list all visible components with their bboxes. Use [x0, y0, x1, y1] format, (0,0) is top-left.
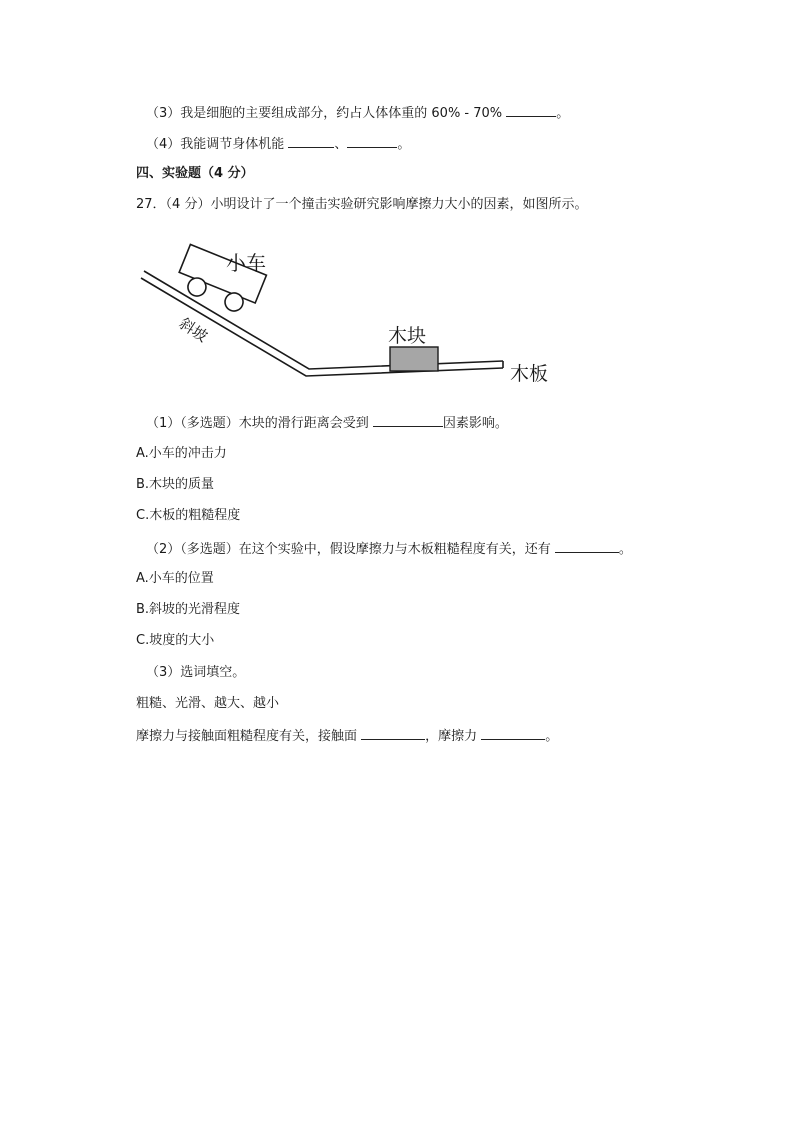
- option-c[interactable]: C.坡度的大小: [136, 633, 215, 648]
- question-27-stem: 27．（4 分）小明设计了一个撞击实验研究影响摩擦力大小的因素，如图所示。: [136, 197, 588, 212]
- sub-question-3-sentence: [136, 726, 558, 746]
- sub-question-1-end: 因素影响。: [442, 416, 508, 431]
- answer-blank[interactable]: [555, 539, 619, 553]
- answer-blank[interactable]: [288, 134, 334, 148]
- question-4-text: （4）我能调节身体机能: [146, 137, 289, 152]
- question-4-end: 。: [397, 137, 411, 152]
- answer-blank[interactable]: [373, 413, 443, 427]
- board-label: 木板: [510, 363, 549, 385]
- question-4-line: [146, 134, 410, 154]
- experiment-figure: [134, 226, 570, 402]
- option-c[interactable]: C.木板的粗糙程度: [136, 508, 241, 523]
- sub-question-1-text: （1）（多选题）木块的滑行距离会受到: [146, 416, 373, 431]
- answer-blank[interactable]: [506, 103, 556, 117]
- answer-blank[interactable]: [361, 726, 425, 740]
- sentence-part-a: 摩擦力与接触面粗糙程度有关，接触面: [136, 729, 362, 744]
- sentence-end: 。: [545, 729, 559, 744]
- question-3-end: 。: [556, 106, 570, 121]
- option-a[interactable]: A.小车的冲击力: [136, 446, 227, 461]
- sub-question-1: [146, 413, 508, 433]
- option-b[interactable]: B.木块的质量: [136, 477, 215, 492]
- sentence-part-b: ，摩擦力: [425, 729, 482, 744]
- block-label: 木块: [388, 325, 427, 347]
- sub-question-2-end: 。: [618, 542, 632, 557]
- option-a[interactable]: A.小车的位置: [136, 571, 214, 586]
- answer-blank[interactable]: [481, 726, 545, 740]
- question-3-text: （3）我是细胞的主要组成部分，约占人体体重的 60% - 70%: [146, 106, 507, 121]
- sub-question-2: [146, 539, 632, 559]
- section-heading: 四、实验题（4 分）: [136, 166, 254, 181]
- sub-question-2-text: （2）（多选题）在这个实验中，假设摩擦力与木板粗糙程度有关，还有: [146, 542, 555, 557]
- option-b[interactable]: B.斜坡的光滑程度: [136, 602, 241, 617]
- question-3-line: [146, 103, 569, 123]
- question-4-separator: 、: [334, 137, 348, 152]
- answer-blank[interactable]: [347, 134, 397, 148]
- word-bank: 粗糙、光滑、越大、越小: [136, 696, 280, 711]
- car-label: 小车: [226, 251, 266, 275]
- slope-label: 斜坡: [175, 314, 211, 346]
- wood-block: [390, 347, 438, 371]
- sub-question-3-title: （3）选词填空。: [146, 665, 246, 680]
